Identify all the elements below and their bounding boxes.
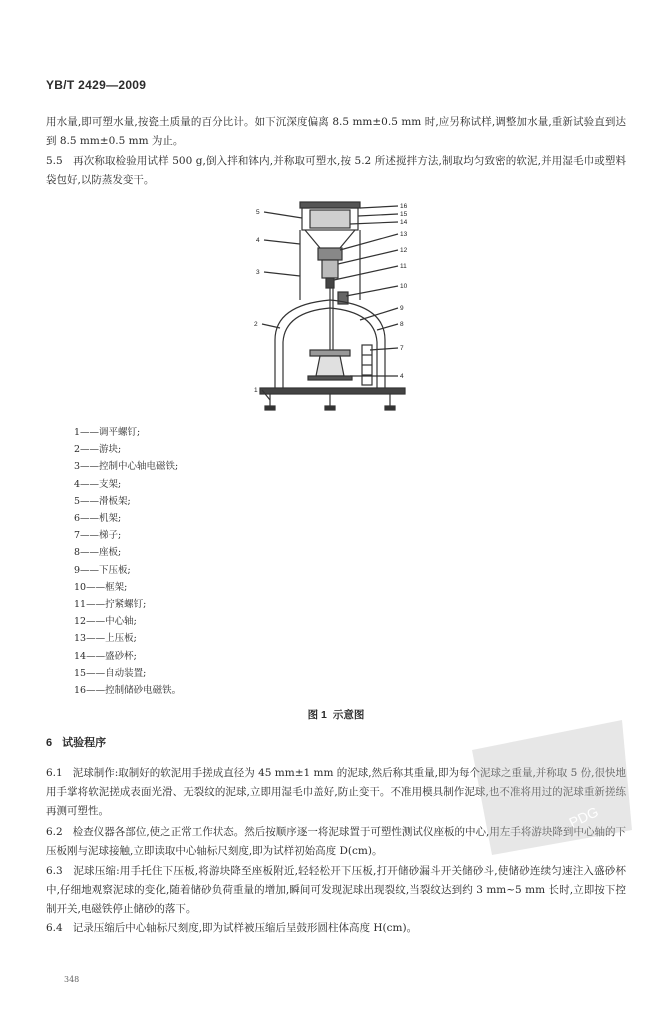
legend-item-9: 9——下压板;: [74, 564, 131, 576]
clause-text-6-3: 泥球压缩:用手托住下压板,将游块降至座板附近,轻轻松开下压板,打开储砂漏斗开关储砂斗,使储砂连续匀速注入盛砂杯中,仔细地观察泥球的变化,随着储砂负荷重量的增加,瞬间可发现泥球出现裂纹,当裂纹达到约 3 mm~5 mm 长时,立即按下控制开关,电磁铁停止储砂的落下。: [46, 865, 627, 915]
library-watermark-seal: [452, 710, 642, 860]
legend-item-16: 16——控制储砂电磁铁。: [74, 685, 182, 697]
legend-item-6: 6——机架;: [74, 513, 122, 525]
paragraph-5-5: [46, 152, 626, 190]
legend-item-11: 11——拧紧螺钉;: [74, 599, 147, 611]
legend-item-7: 7——梯子;: [74, 530, 122, 542]
clause-number-6-2: 6.2: [46, 826, 63, 838]
callout-4-right: 4: [400, 373, 404, 380]
legend-item-1: 1——调平螺钉;: [74, 427, 141, 438]
clause-number-6-4: 6.4: [46, 922, 63, 934]
callout-9: 9: [400, 305, 404, 312]
section-number: 6: [46, 737, 53, 749]
legend-item-10: 10——框架;: [74, 581, 128, 593]
figure-legend: [74, 424, 374, 699]
callout-11: 11: [400, 263, 407, 270]
legend-item-2: 2——游块;: [74, 444, 122, 456]
standard-number-header: YB/T 2429—2009: [46, 78, 147, 92]
callout-8: 8: [400, 321, 404, 328]
callout-15: 15: [400, 211, 408, 218]
legend-item-14: 14——盛砂杯;: [74, 650, 137, 662]
clause-text-6-1: 泥球制作:取制好的软泥用手搓成直径为 45 mm±1 mm 的泥球,然后称其重量,即为每个泥球之重量,并称取 5 份,很快地用手掌将软泥搓成表面光滑、无裂纹的泥球,立即用湿毛巾盖好,防止变干。不准用模具制作泥球,也不准将用过的泥球重新搓练再测可塑性。: [46, 767, 626, 817]
callout-1: 1: [254, 387, 258, 394]
callout-13: 13: [400, 231, 408, 238]
paragraph-continuation: 用水量,即可塑水量,按瓷土质量的百分比计。如下沉深度偏离 8.5 mm±0.5 mm 时,应另称试样,调整加水量,重新试验直到达到 8.5 mm±0.5 mm 为止。: [46, 116, 626, 147]
legend-item-8: 8——座板;: [74, 547, 122, 559]
legend-item-12: 12——中心轴;: [74, 616, 137, 628]
callout-12: 12: [400, 247, 408, 254]
callout-10: 10: [400, 283, 408, 290]
clause-number-5-5: 5.5: [46, 155, 63, 167]
clause-number-6-3: 6.3: [46, 865, 63, 877]
legend-item-15: 15——自动装置;: [74, 667, 147, 679]
callout-16: 16: [400, 203, 408, 210]
plasticity-tester-diagram: [250, 200, 430, 415]
legend-item-4: 4——支架;: [74, 478, 122, 490]
clause-number-6-1: 6.1: [46, 767, 63, 779]
paragraph-6-4: [46, 919, 626, 938]
section-heading-6: [46, 734, 116, 750]
legend-item-5: 5——滑板架;: [74, 495, 131, 507]
clause-text-5-5: 再次称取检验用试样 500 g,倒入拌和钵内,并称取可塑水,按 5.2 所述搅拌方法,制取均匀致密的软泥,并用湿毛巾或塑料袋包好,以防蒸发变干。: [46, 155, 626, 186]
legend-item-3: 3——控制中心轴电磁铁;: [74, 461, 179, 473]
legend-item-13: 13——上压板;: [74, 633, 137, 645]
callout-14: 14: [400, 219, 408, 226]
callout-5: 5: [256, 209, 260, 216]
figure-caption-title: 示意图: [332, 709, 365, 721]
clause-text-6-4: 记录压缩后中心轴标尺刻度,即为试样被压缩后呈鼓形圆柱体高度 H(cm)。: [72, 922, 418, 934]
callout-3: 3: [256, 269, 260, 276]
clause-text-6-2: 检查仪器各部位,使之正常工作状态。然后按顺序逐一将泥球置于可塑性测试仪座板的中心,用左手将游块降到中心轴的下压板刚与泥球接触,立即读取中心轴标尺刻度,即为试样初始高度 D(cm)。: [46, 826, 626, 857]
callout-2: 2: [254, 321, 258, 328]
page-number: 348: [64, 975, 80, 984]
section-title: 试验程序: [62, 737, 107, 749]
callout-4-left: 4: [256, 237, 260, 244]
watermark-text: PDG: [566, 803, 601, 831]
figure-caption-label: 图 1: [307, 709, 327, 721]
callout-7: 7: [400, 345, 404, 352]
paragraph-6-3: [46, 862, 626, 919]
